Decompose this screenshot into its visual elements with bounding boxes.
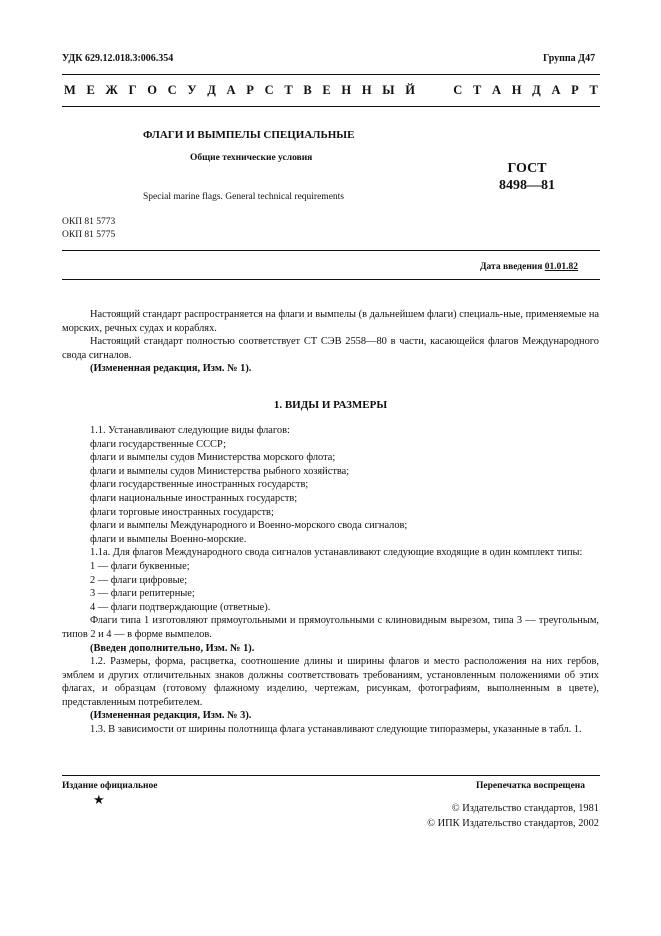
clause-1-1: 1.1. Устанавливают следующие виды флагов: xyxy=(90,425,290,436)
amendment-note-3: (Измененная редакция, Изм. № 3). xyxy=(90,710,252,722)
banner-letter: Е xyxy=(322,83,331,97)
banner-letter: С xyxy=(264,83,274,97)
flag-shapes-paragraph: Флаги типа 1 изготовляют прямоугольными и прямоугольными с клиновидным вырезом, типа 3 — треугольным, типов 2 и 4 — в форме вымпелов. xyxy=(62,615,599,640)
signal-flag-type-item: 4 — флаги подтверждающие (ответные). xyxy=(90,601,271,613)
signal-flag-type-item: 1 — флаги буквенные; xyxy=(90,560,190,572)
date-rule xyxy=(62,279,600,280)
banner-letter: Р xyxy=(571,83,579,97)
effective-date-value: 01.01.82 xyxy=(544,262,579,272)
banner-letter: Г xyxy=(128,83,137,97)
banner-letter: С xyxy=(167,83,177,97)
banner-letter: Е xyxy=(86,83,95,97)
banner-letter: Н xyxy=(511,83,522,97)
clause-1-3: 1.3. В зависимости от ширины полотнища флага устанавливают следующие типоразмеры, указанные в табл. 1. xyxy=(90,724,582,736)
intro-paragraph-1: Настоящий стандарт распространяется на флаги и вымпелы (в дальнейшем флаги) специаль-ные, применяемые на морских, речных судах и кораблях. xyxy=(62,309,599,334)
banner-letter: Ы xyxy=(382,83,395,97)
english-title: Special marine flags. General technical requirements xyxy=(143,192,344,202)
flag-type-item: флаги и вымпелы судов Министерства рыбного хозяйства; xyxy=(90,465,350,477)
signal-flag-type-item: 3 — флаги репитерные; xyxy=(90,588,195,600)
banner-letter: Д xyxy=(207,83,216,97)
banner-letter: М xyxy=(64,83,76,97)
banner-letter: Й xyxy=(405,83,415,97)
effective-date-label: Дата введения xyxy=(480,262,543,272)
banner-letter: А xyxy=(226,83,236,97)
okp-code-1: ОКП 81 5773 xyxy=(62,217,116,227)
copyright-1981: © Издательство стандартов, 1981 xyxy=(451,803,599,814)
gost-label: ГОСТ xyxy=(507,161,547,176)
document-title: ФЛАГИ И ВЫМПЕЛЫ СПЕЦИАЛЬНЫЕ xyxy=(143,129,355,141)
flag-type-item: флаги и вымпелы Международного и Военно-морского свода сигналов; xyxy=(90,520,408,532)
effective-date xyxy=(480,262,578,272)
banner-letter: Д xyxy=(532,83,541,97)
banner-bottom-rule xyxy=(62,106,600,107)
star-icon: ★ xyxy=(93,792,105,807)
clause-1-1a: 1.1а. Для флагов Международного свода сигналов устанавливают следующие входящие в один комплект типы: xyxy=(90,547,583,559)
copyright-2002: © ИПК Издательство стандартов, 2002 xyxy=(427,818,599,829)
document-subtitle: Общие технические условия xyxy=(190,153,313,163)
banner-letter: В xyxy=(303,83,312,97)
intro-amendment-note: (Измененная редакция, Изм. № 1). xyxy=(90,363,252,375)
banner-letter: Т xyxy=(472,83,482,97)
banner-word-gap xyxy=(426,83,429,98)
banner-letter: Н xyxy=(341,83,352,97)
flag-type-item: флаги торговые иностранных государств; xyxy=(90,506,274,518)
flag-type-item: флаги государственные СССР; xyxy=(90,438,227,450)
gost-number xyxy=(497,160,557,194)
group-code: Группа Д47 xyxy=(543,53,596,64)
banner-letter: Т xyxy=(284,83,293,97)
reprint-prohibited: Перепечатка воспрещена xyxy=(476,781,586,791)
banner-letter: Н xyxy=(361,83,372,97)
signal-flag-type-item: 2 — флаги цифровые; xyxy=(90,574,188,586)
banner-letter: Ж xyxy=(105,83,118,97)
title-block-rule xyxy=(62,250,600,251)
section-1-body xyxy=(62,424,599,737)
intro-section xyxy=(62,308,599,376)
okp-code-2: ОКП 81 5775 xyxy=(62,230,116,240)
official-edition: Издание официальное xyxy=(62,781,158,791)
clause-1-2: 1.2. Размеры, форма, расцветка, соотношение длины и ширины флагов и место расположения на них гербов, эмблем и других отличительных знаков должны соответствовать требованиям, установленным положениями об этих флагах, и образцам (готовому флажному изделию, чертежам, рисункам, фотографиям, выполненным в цвете), представленным потребителем. xyxy=(62,656,599,708)
banner-letter: С xyxy=(453,83,463,97)
footer-rule xyxy=(62,775,600,776)
banner-letter: У xyxy=(187,83,197,97)
section-1-heading: 1. ВИДЫ И РАЗМЕРЫ xyxy=(273,399,388,411)
banner-letter: А xyxy=(551,83,561,97)
amendment-note-added: (Введен дополнительно, Изм. № 1). xyxy=(90,642,255,654)
interstate-standard-banner xyxy=(64,83,598,98)
banner-letter: Т xyxy=(589,83,598,97)
flag-type-item: флаги и вымпелы судов Министерства морского флота; xyxy=(90,452,336,464)
banner-word-gap xyxy=(439,83,442,98)
flag-type-item: флаги и вымпелы Военно-морские. xyxy=(90,533,247,545)
intro-paragraph-2: Настоящий стандарт полностью соответствует СТ СЭВ 2558—80 в части, касающейся флагов Международного свода сигналов. xyxy=(62,336,599,361)
banner-letter: Р xyxy=(246,83,254,97)
gost-code: 8498—81 xyxy=(499,178,555,193)
top-rule xyxy=(62,74,600,75)
banner-letter: О xyxy=(147,83,157,97)
flag-type-item: флаги национальные иностранных государств; xyxy=(90,492,298,504)
udk-code: УДК 629.12.018.3:006.354 xyxy=(62,53,174,64)
section-1 xyxy=(62,399,599,413)
banner-letter: А xyxy=(492,83,502,97)
flag-type-item: флаги государственные иностранных государств; xyxy=(90,479,309,491)
